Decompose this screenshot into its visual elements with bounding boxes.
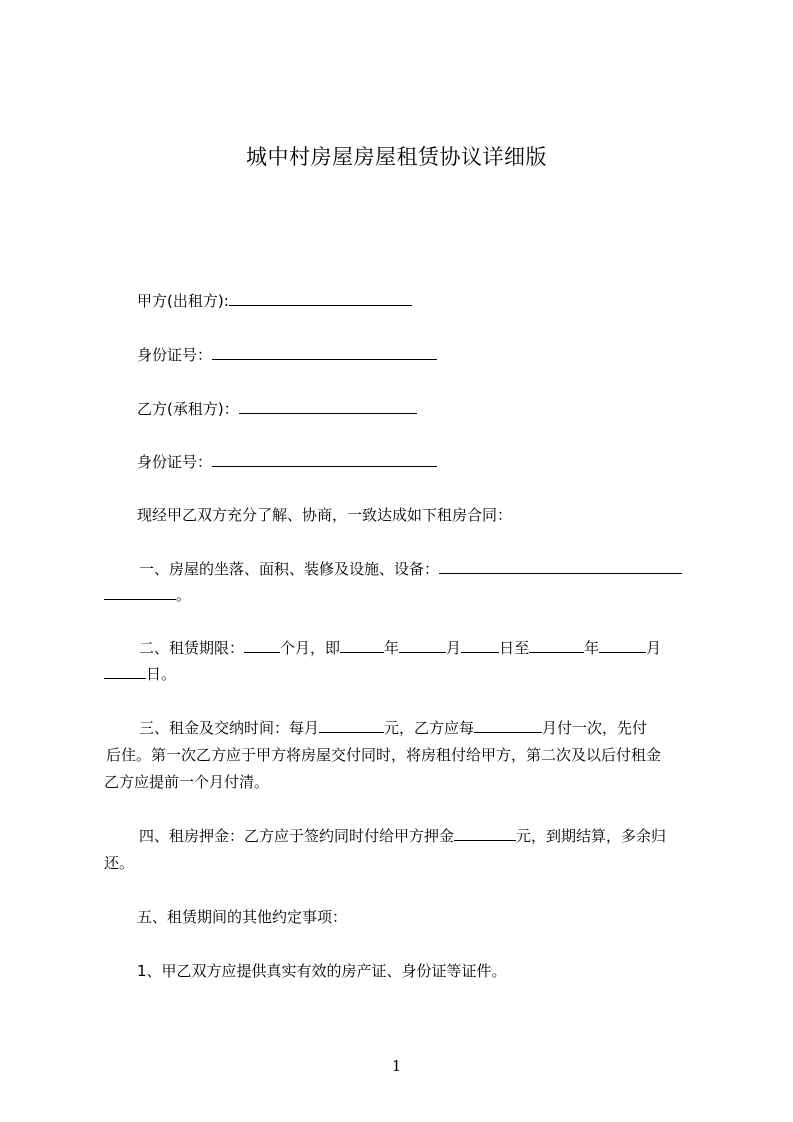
party-b-id-line [137, 452, 437, 472]
party-a-id-label: 身份证号： [137, 346, 213, 364]
party-b-line [137, 399, 417, 419]
term-months-blank[interactable] [244, 638, 280, 653]
clause3-text-pay-every: 元，乙方应每 [384, 719, 475, 737]
clause2-text-dayto: 日至 [499, 639, 530, 657]
clause3-line3: 乙方应提前一个月付清。 [104, 773, 270, 791]
clause1-line2 [104, 585, 191, 605]
clause2-text-month: 月 [446, 639, 462, 657]
clause3-line1 [139, 718, 647, 738]
clause3-line2: 后住。第一次乙方应于甲方将房屋交付同时，将房租付给甲方，第二次及以后付租金 [106, 746, 662, 764]
clause2-text-month2: 月 [646, 639, 662, 657]
clause4-line2: 还。 [104, 854, 135, 872]
clause2-line2 [104, 664, 176, 684]
document-title: 城中村房屋房屋租赁协议详细版 [246, 145, 547, 169]
clause3-text-prepay: 月付一次，先付 [542, 719, 648, 737]
clause4-text: 元，到期结算，多余归 [516, 827, 667, 845]
clause2-text-day2: 日。 [146, 665, 177, 683]
clause1-blank-b[interactable] [104, 585, 176, 600]
start-day-blank[interactable] [461, 638, 499, 653]
party-a-label: 甲方(出租方): [137, 292, 229, 310]
monthly-rent-blank[interactable] [319, 718, 384, 733]
clause1-line1 [139, 559, 682, 579]
party-a-line [137, 291, 412, 311]
end-day-blank[interactable] [104, 664, 146, 679]
item1-paragraph: 1、甲乙双方应提供真实有效的房产证、身份证等证件。 [137, 962, 507, 980]
deposit-blank[interactable] [454, 826, 516, 841]
end-month-blank[interactable] [599, 638, 646, 653]
start-month-blank[interactable] [399, 638, 446, 653]
party-b-id-blank[interactable] [212, 452, 437, 467]
clause2-line1 [139, 638, 661, 658]
clause1-tail: 。 [176, 586, 192, 604]
party-a-blank[interactable] [229, 291, 412, 306]
party-b-id-label: 身份证号： [137, 453, 213, 471]
intro-paragraph: 现经甲乙双方充分了解、协商，一致达成如下租房合同： [137, 506, 513, 524]
clause2-text-year: 年 [384, 639, 400, 657]
pay-interval-blank[interactable] [474, 718, 542, 733]
clause2-text-months: 个月，即 [280, 639, 341, 657]
clause4-line1 [139, 826, 666, 846]
start-year-blank[interactable] [340, 638, 384, 653]
clause1-text: 一、房屋的坐落、面积、装修及设施、设备： [139, 560, 440, 578]
clause4-label: 四、租房押金：乙方应于签约同时付给甲方押金 [139, 827, 455, 845]
party-b-label: 乙方(承租方)： [137, 400, 239, 418]
end-year-blank[interactable] [529, 638, 584, 653]
party-a-id-line [137, 345, 437, 365]
clause3-label: 三、租金及交纳时间：每月 [139, 719, 320, 737]
clause2-label: 二、租赁期限： [139, 639, 245, 657]
clause2-text-year2: 年 [584, 639, 600, 657]
party-a-id-blank[interactable] [212, 345, 437, 360]
clause5-heading: 五、租赁期间的其他约定事项： [137, 908, 348, 926]
clause1-blank-a[interactable] [439, 559, 682, 574]
party-b-blank[interactable] [239, 399, 417, 414]
page-number: 1 [391, 1057, 402, 1075]
